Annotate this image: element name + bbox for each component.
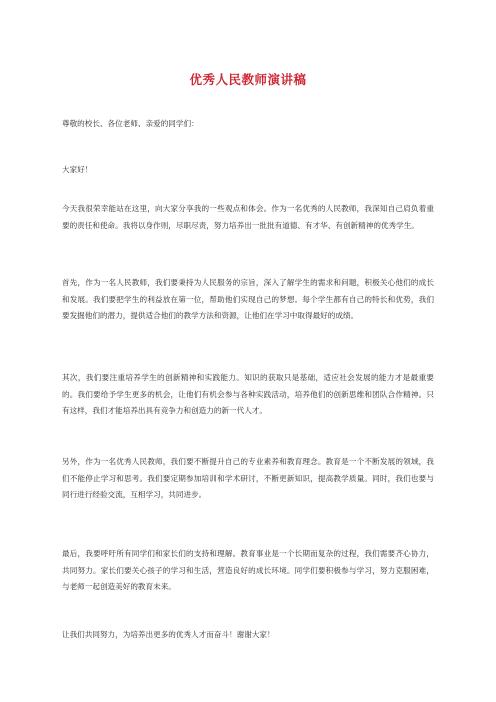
paragraph-second: 其次，我们要注重培养学生的创新精神和实践能力。知识的获取只是基础，适应社会发展的能力才是最重要的。我们要给予学生更多的机会，让他们有机会参与各种实践活动，培养他们的创新思维和团队合作精神。只有这样，我们才能培养出具有竞争力和创造力的新一代人才。 — [62, 373, 434, 415]
greeting: 大家好！ — [62, 165, 93, 174]
closing-line: 让我们共同努力，为培养出更多的优秀人才而奋斗！谢谢大家！ — [62, 630, 275, 639]
paragraph-intro: 今天我很荣幸能站在这里，向大家分享我的一些观点和体会。作为一名优秀的人民教师，我深知自己肩负着重要的责任和使命。我将以身作则，尽职尽责，努力培养出一批批有道德、有才华、有创新精神的优秀学生。 — [62, 204, 434, 230]
salutation: 尊敬的校长、各位老师、亲爱的同学们： — [62, 119, 199, 128]
paragraph-third: 另外，作为一名优秀人民教师，我们要不断提升自己的专业素养和教育理念。教育是一个不断发展的领域，我们不能停止学习和思考。我们要定期参加培训和学术研讨，不断更新知识，提高教学质量。同时，我们也要与同行进行经验交流，互相学习，共同进步。 — [62, 457, 434, 499]
document-title: 优秀人民教师演讲稿 — [189, 72, 307, 87]
paragraph-last: 最后，我要呼吁所有同学们和家长们的支持和理解。教育事业是一个长期而复杂的过程，我们需要齐心协力，共同努力。家长们要关心孩子的学习和生活，营造良好的成长环境。同学们要积极参与学习，努力克服困难，与老师一起创造美好的教育未来。 — [62, 549, 434, 591]
paragraph-first: 首先，作为一名人民教师，我们要秉持为人民服务的宗旨，深入了解学生的需求和问题，积极关心他们的成长和发展。我们要把学生的利益放在第一位，帮助他们实现自己的梦想。每个学生都有自己的特长和优势，我们要发掘他们的潜力，提供适合他们的教学方法和资源，让他们在学习中取得最好的成绩。 — [62, 278, 434, 320]
